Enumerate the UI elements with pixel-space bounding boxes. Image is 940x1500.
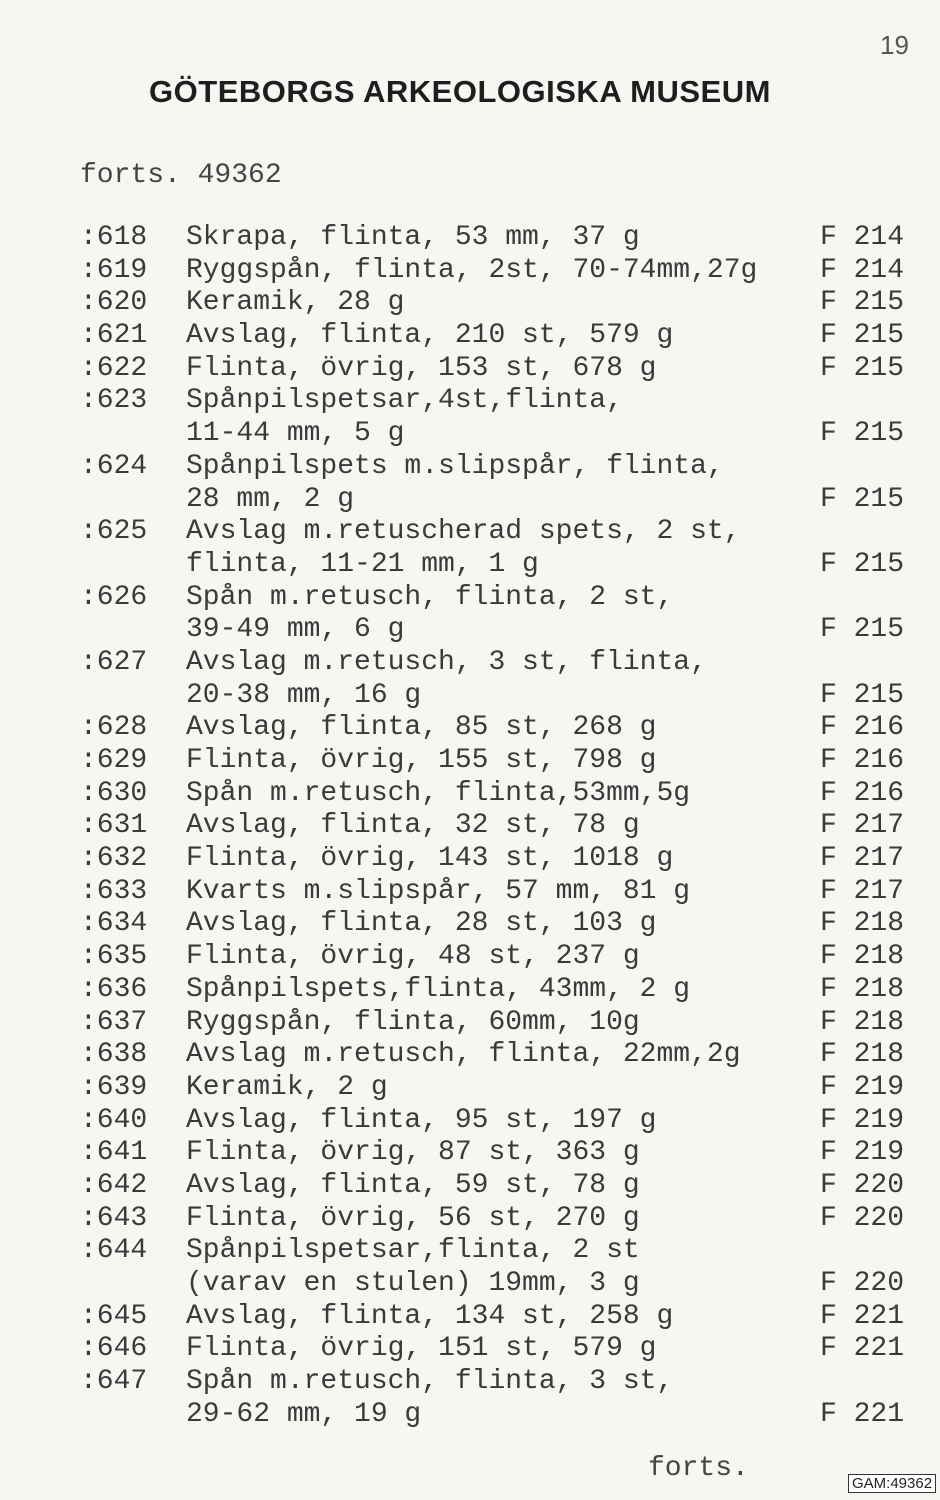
entry-reference: F 215 <box>820 418 905 450</box>
catalog-entry <box>0 1007 940 1040</box>
catalog-entry <box>0 712 940 745</box>
entry-number: :633 <box>80 875 148 907</box>
entry-reference: F 215 <box>820 483 905 515</box>
entry-number: :619 <box>80 254 148 286</box>
entry-description: Avslag, flinta, 85 st, 268 g <box>186 712 657 744</box>
entry-description: 20-38 mm, 16 g <box>186 679 422 711</box>
entry-description: Avslag, flinta, 210 st, 579 g <box>186 320 674 352</box>
catalog-entry <box>0 1301 940 1334</box>
entry-description: Ryggspån, flinta, 2st, 70-74mm,27g <box>186 254 758 286</box>
catalog-entry <box>0 647 940 712</box>
entry-number: :638 <box>80 1039 148 1071</box>
entry-reference: F 215 <box>820 320 905 352</box>
entry-description: 11-44 mm, 5 g <box>186 418 405 450</box>
entry-line <box>0 778 940 811</box>
entry-number: :643 <box>80 1202 148 1234</box>
catalog-entry <box>0 810 940 843</box>
entry-line <box>0 843 940 876</box>
entry-reference: F 221 <box>820 1333 905 1365</box>
continued-footer-label: forts. <box>648 1453 749 1484</box>
entry-line <box>0 1366 940 1399</box>
entry-number: :627 <box>80 646 148 678</box>
entry-line <box>0 1072 940 1105</box>
entry-number: :641 <box>80 1137 148 1169</box>
entry-number: :647 <box>80 1366 148 1398</box>
entry-number: :618 <box>80 222 148 253</box>
entry-reference: F 217 <box>820 810 905 842</box>
entry-line <box>0 1170 940 1203</box>
catalog-entry <box>0 1333 940 1366</box>
entry-description: Spånpilspets m.slipspår, flinta, <box>186 450 724 482</box>
entry-description: Avslag, flinta, 95 st, 197 g <box>186 1104 657 1136</box>
entry-line <box>0 941 940 974</box>
entry-reference: F 219 <box>820 1071 905 1103</box>
entry-line <box>0 614 940 647</box>
entry-description: (varav en stulen) 19mm, 3 g <box>186 1268 640 1299</box>
entry-line <box>0 1007 940 1040</box>
entry-description: Avslag m.retuscherad spets, 2 st, <box>186 516 741 548</box>
entry-line <box>0 451 940 484</box>
entry-description: Flinta, övrig, 48 st, 237 g <box>186 941 640 973</box>
entry-line <box>0 1203 940 1236</box>
entry-line <box>0 1105 940 1138</box>
catalog-entry <box>0 1235 940 1300</box>
entry-reference: F 219 <box>820 1104 905 1136</box>
entry-description: flinta, 11-21 mm, 1 g <box>186 548 539 580</box>
entry-description: Keramik, 2 g <box>186 1071 388 1103</box>
catalog-entry <box>0 1170 940 1203</box>
entry-number: :631 <box>80 810 148 842</box>
entry-number: :632 <box>80 843 148 875</box>
entry-reference: F 216 <box>820 745 905 776</box>
catalog-list <box>0 222 940 1431</box>
entry-line <box>0 1268 940 1301</box>
entry-description: Flinta, övrig, 153 st, 678 g <box>186 352 657 384</box>
entry-number: :624 <box>80 450 148 482</box>
entry-description: Kvarts m.slipspår, 57 mm, 81 g <box>186 875 691 907</box>
entry-line <box>0 385 940 418</box>
entry-description: Flinta, övrig, 56 st, 270 g <box>186 1202 640 1234</box>
entry-line <box>0 549 940 582</box>
entry-number: :640 <box>80 1104 148 1136</box>
entry-description: Ryggspån, flinta, 60mm, 10g <box>186 1006 640 1038</box>
entry-description: Spån m.retusch, flinta, 3 st, <box>186 1366 674 1398</box>
entry-description: Avslag, flinta, 32 st, 78 g <box>186 810 640 842</box>
entry-description: Spånpilspetsar,4st,flinta, <box>186 385 623 417</box>
catalog-entry <box>0 1105 940 1138</box>
entry-line <box>0 680 940 713</box>
entry-line <box>0 516 940 549</box>
entry-line <box>0 1039 940 1072</box>
entry-description: Flinta, övrig, 151 st, 579 g <box>186 1333 657 1365</box>
entry-line <box>0 1333 940 1366</box>
catalog-entry <box>0 908 940 941</box>
entry-number: :625 <box>80 516 148 548</box>
entry-line <box>0 484 940 517</box>
catalog-entry <box>0 385 940 450</box>
entry-description: 28 mm, 2 g <box>186 483 355 515</box>
entry-line <box>0 582 940 615</box>
entry-number: :646 <box>80 1333 148 1365</box>
entry-reference: F 221 <box>820 1300 905 1332</box>
entry-number: :645 <box>80 1300 148 1332</box>
entry-description: Spånpilspetsar,flinta, 2 st <box>186 1235 640 1267</box>
entry-number: :629 <box>80 745 148 776</box>
entry-number: :644 <box>80 1235 148 1267</box>
entry-line <box>0 810 940 843</box>
catalog-entry <box>0 1072 940 1105</box>
entry-number: :635 <box>80 941 148 973</box>
entry-reference: F 217 <box>820 843 905 875</box>
entry-line <box>0 320 940 353</box>
catalog-entry <box>0 876 940 909</box>
entry-reference: F 221 <box>820 1398 905 1430</box>
entry-reference: F 218 <box>820 973 905 1005</box>
continued-from-label: forts. 49362 <box>80 160 282 191</box>
archive-label: GAM:49362 <box>848 1474 936 1493</box>
entry-number: :626 <box>80 581 148 613</box>
entry-number: :636 <box>80 973 148 1005</box>
catalog-entry <box>0 974 940 1007</box>
entry-line <box>0 418 940 451</box>
entry-reference: F 220 <box>820 1202 905 1234</box>
entry-description: Avslag, flinta, 28 st, 103 g <box>186 908 657 940</box>
catalog-entry <box>0 1039 940 1072</box>
entry-reference: F 214 <box>820 254 905 286</box>
catalog-entry <box>0 582 940 647</box>
entry-line <box>0 1137 940 1170</box>
entry-reference: F 214 <box>820 222 905 253</box>
entry-description: Avslag m.retusch, 3 st, flinta, <box>186 646 707 678</box>
entry-description: Spån m.retusch, flinta,53mm,5g <box>186 777 691 809</box>
entry-number: :630 <box>80 777 148 809</box>
page-number: 19 <box>880 30 909 60</box>
catalog-entry <box>0 320 940 353</box>
catalog-entry <box>0 287 940 320</box>
entry-number: :621 <box>80 320 148 352</box>
entry-reference: F 216 <box>820 712 905 744</box>
entry-number: :639 <box>80 1071 148 1103</box>
entry-number: :637 <box>80 1006 148 1038</box>
entry-number: :628 <box>80 712 148 744</box>
entry-line <box>0 712 940 745</box>
entry-description: Avslag, flinta, 134 st, 258 g <box>186 1300 674 1332</box>
entry-line <box>0 1301 940 1334</box>
entry-line <box>0 647 940 680</box>
entry-description: 29-62 mm, 19 g <box>186 1398 422 1430</box>
entry-reference: F 218 <box>820 908 905 940</box>
catalog-entry <box>0 516 940 581</box>
entry-line <box>0 1399 940 1432</box>
entry-description: Avslag, flinta, 59 st, 78 g <box>186 1169 640 1201</box>
catalog-entry <box>0 255 940 288</box>
catalog-entry <box>0 353 940 386</box>
entry-description: Flinta, övrig, 87 st, 363 g <box>186 1137 640 1169</box>
catalog-entry <box>0 745 940 778</box>
entry-line <box>0 876 940 909</box>
entry-line <box>0 222 940 255</box>
catalog-entry <box>0 1203 940 1236</box>
entry-description: Flinta, övrig, 155 st, 798 g <box>186 745 657 776</box>
entry-reference: F 216 <box>820 777 905 809</box>
entry-reference: F 215 <box>820 548 905 580</box>
catalog-entry <box>0 1366 940 1431</box>
catalog-entry <box>0 451 940 516</box>
entry-number: :620 <box>80 287 148 319</box>
catalog-entry <box>0 941 940 974</box>
entry-number: :642 <box>80 1169 148 1201</box>
catalog-entry <box>0 778 940 811</box>
entry-description: Spån m.retusch, flinta, 2 st, <box>186 581 674 613</box>
entry-line <box>0 353 940 386</box>
entry-reference: F 215 <box>820 287 905 319</box>
entry-description: Flinta, övrig, 143 st, 1018 g <box>186 843 674 875</box>
entry-description: 39-49 mm, 6 g <box>186 614 405 646</box>
entry-reference: F 215 <box>820 679 905 711</box>
entry-number: :634 <box>80 908 148 940</box>
entry-line <box>0 255 940 288</box>
entry-description: Avslag m.retusch, flinta, 22mm,2g <box>186 1039 741 1071</box>
entry-line <box>0 1235 940 1268</box>
entry-reference: F 218 <box>820 1006 905 1038</box>
entry-reference: F 215 <box>820 614 905 646</box>
entry-description: Keramik, 28 g <box>186 287 405 319</box>
catalog-entry <box>0 843 940 876</box>
entry-line <box>0 974 940 1007</box>
entry-reference: F 220 <box>820 1268 905 1299</box>
entry-reference: F 218 <box>820 1039 905 1071</box>
entry-line <box>0 745 940 778</box>
entry-reference: F 218 <box>820 941 905 973</box>
catalog-entry <box>0 1137 940 1170</box>
entry-number: :622 <box>80 352 148 384</box>
entry-reference: F 215 <box>820 352 905 384</box>
entry-description: Skrapa, flinta, 53 mm, 37 g <box>186 222 640 253</box>
catalog-entry <box>0 222 940 255</box>
museum-header: GÖTEBORGS ARKEOLOGISKA MUSEUM <box>149 74 771 109</box>
entry-reference: F 220 <box>820 1169 905 1201</box>
entry-reference: F 217 <box>820 875 905 907</box>
entry-number: :623 <box>80 385 148 417</box>
entry-reference: F 219 <box>820 1137 905 1169</box>
entry-description: Spånpilspets,flinta, 43mm, 2 g <box>186 973 691 1005</box>
entry-line <box>0 287 940 320</box>
entry-line <box>0 908 940 941</box>
